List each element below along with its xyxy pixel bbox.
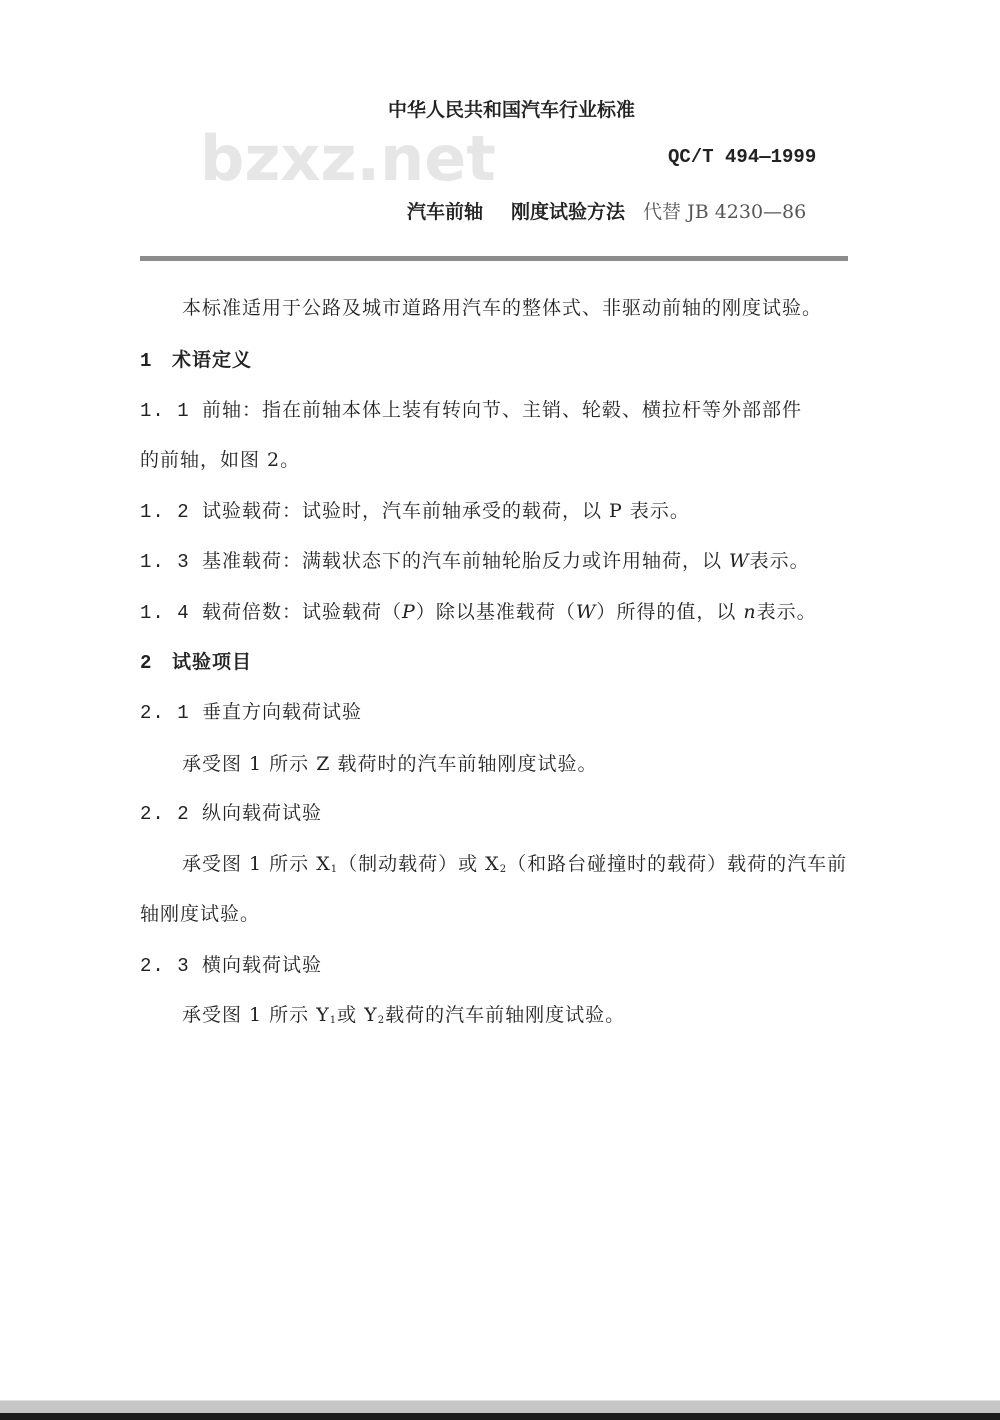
clause-2-1-heading — [140, 700, 362, 725]
clause-2-2-heading — [140, 801, 322, 826]
clause-2-3-heading — [140, 953, 322, 978]
clause-1-4 — [140, 600, 817, 625]
section-number: 2 — [140, 652, 153, 674]
org-title: 中华人民共和国汽车行业标准 — [388, 99, 636, 121]
subscript: 2 — [499, 864, 508, 875]
clause-number: 1. 1 — [140, 400, 190, 422]
subscript: 1 — [329, 1015, 338, 1026]
clause-text: ）所得的值，以 — [596, 601, 744, 623]
viewer-bottom-bar — [0, 1413, 1000, 1420]
clause-number: 1. 4 — [140, 602, 190, 624]
clause-number: 1. 2 — [140, 501, 190, 523]
text: 承受图 1 所示 X — [182, 853, 331, 875]
section-2-heading — [140, 650, 252, 675]
standard-number: QC/T 494—1999 — [668, 146, 817, 168]
clause-title: 纵向载荷试验 — [202, 802, 323, 824]
clause-number: 2. 3 — [140, 955, 190, 977]
clause-1-3 — [140, 549, 810, 574]
header-rule — [140, 256, 848, 261]
clause-text-end: 表示。 — [749, 550, 810, 572]
section-title: 术语定义 — [172, 349, 253, 371]
clause-2-2-text — [182, 852, 847, 882]
clause-text: 试验载荷：试验时，汽车前轴承受的载荷，以 P 表示。 — [202, 500, 690, 522]
clause-text-end: 表示。 — [756, 601, 817, 623]
clause-2-2-continued: 轴刚度试验。 — [140, 903, 261, 925]
clause-1-1 — [140, 398, 802, 423]
text: （和路台碰撞时的载荷）载荷的汽车前 — [507, 853, 848, 875]
text: （制动载荷）或 X — [338, 853, 500, 875]
clause-number: 2. 1 — [140, 702, 190, 724]
symbol-w: W — [575, 601, 597, 623]
clause-2-1-text: 承受图 1 所示 Z 载荷时的汽车前轴刚度试验。 — [182, 753, 598, 775]
clause-text: 前轴：指在前轴本体上装有转向节、主销、轮毂、横拉杆等外部部件 — [202, 399, 803, 421]
title-part1: 汽车前轴 — [407, 201, 484, 223]
page-bottom-edge — [0, 1400, 1000, 1414]
title-part2: 刚度试验方法 — [511, 201, 626, 223]
replaces-note: 代替 JB 4230—86 — [643, 201, 807, 223]
text: 或 Y — [337, 1004, 378, 1026]
clause-1-1-continued: 的前轴，如图 2。 — [140, 449, 301, 471]
section-title: 试验项目 — [172, 651, 253, 673]
clause-text: 载荷倍数：试验载荷（ — [202, 601, 403, 623]
clause-2-3-text — [182, 1003, 625, 1033]
clause-text: 基准载荷：满载状态下的汽车前轴轮胎反力或许用轴荷，以 — [202, 550, 730, 572]
section-1-heading — [140, 348, 252, 373]
clause-number: 2. 2 — [140, 803, 190, 825]
clause-title: 垂直方向载荷试验 — [202, 701, 363, 723]
subscript: 2 — [377, 1015, 386, 1026]
clause-title: 横向载荷试验 — [202, 954, 323, 976]
symbol-p: P — [402, 601, 416, 623]
watermark: bzxz.net — [200, 128, 496, 190]
section-number: 1 — [140, 350, 153, 372]
clause-number: 1. 3 — [140, 551, 190, 573]
scope-paragraph: 本标准适用于公路及城市道路用汽车的整体式、非驱动前轴的刚度试验。 — [182, 297, 823, 319]
symbol-n: n — [743, 601, 757, 623]
clause-1-2 — [140, 499, 690, 524]
symbol-w: W — [729, 550, 750, 572]
clause-text: ）除以基准载荷（ — [415, 601, 576, 623]
document-title — [407, 197, 806, 224]
text: 承受图 1 所示 Y — [182, 1004, 330, 1026]
text: 载荷的汽车前轴刚度试验。 — [385, 1004, 626, 1026]
subscript: 1 — [330, 864, 339, 875]
